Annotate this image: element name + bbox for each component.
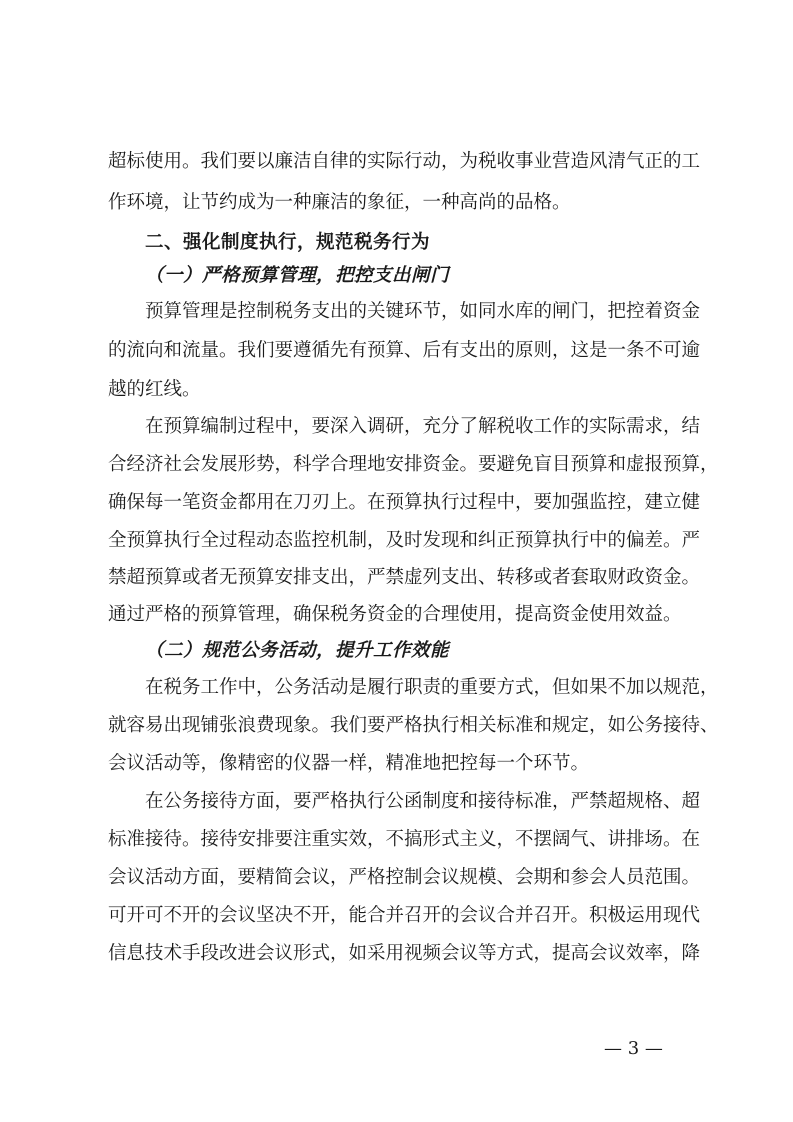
subsection-heading: （一）严格预算管理，把控支出闸门 <box>145 265 450 286</box>
paragraph-line: 标准接待。接待安排要注重实效，不搞形式主义，不摆阔气、讲排场。在 <box>108 829 701 850</box>
subsection-heading: （二）规范公务活动，提升工作效能 <box>145 640 450 661</box>
paragraph-line: 在公务接待方面，要严格执行公函制度和接待标准，严禁超规格、超 <box>145 791 701 812</box>
paragraph-line: 的流向和流量。我们要遵循先有预算、后有支出的原则，这是一条不可逾 <box>108 340 701 361</box>
paragraph-line: 会议活动等，像精密的仪器一样，精准地把控每一个环节。 <box>108 753 590 774</box>
paragraph-line: 在税务工作中，公务活动是履行职责的重要方式，但如果不加以规范， <box>145 677 719 698</box>
paragraph-line: 越的红线。 <box>108 379 201 400</box>
paragraph-line: 预算管理是控制税务支出的关键环节，如同水库的闸门，把控着资金 <box>145 301 701 322</box>
paragraph-line: 在预算编制过程中，要深入调研，充分了解税收工作的实际需求，结 <box>145 416 701 437</box>
paragraph-line: 全预算执行全过程动态监控机制，及时发现和纠正预算执行中的偏差。严 <box>108 530 701 551</box>
paragraph-line: 就容易出现铺张浪费现象。我们要严格执行相关标准和规定，如公务接待、 <box>108 715 719 736</box>
paragraph-line: 作环境，让节约成为一种廉洁的象征，一种高尚的品格。 <box>108 192 571 213</box>
paragraph-line: 可开可不开的会议坚决不开，能合并召开的会议合并召开。积极运用现代 <box>108 905 701 926</box>
page-number: — 3 — <box>604 1038 663 1059</box>
section-heading: 二、强化制度执行，规范税务行为 <box>145 232 431 253</box>
paragraph-line: 会议活动方面，要精简会议，严格控制会议规模、会期和参会人员范围。 <box>108 867 701 888</box>
paragraph-line: 信息技术手段改进会议形式，如采用视频会议等方式，提高会议效率，降 <box>108 943 701 964</box>
paragraph-line: 合经济社会发展形势，科学合理地安排资金。要避免盲目预算和虚报预算， <box>108 454 719 475</box>
paragraph-line: 禁超预算或者无预算安排支出，严禁虚列支出、转移或者套取财政资金。 <box>108 567 701 588</box>
paragraph-line: 超标使用。我们要以廉洁自律的实际行动，为税收事业营造风清气正的工 <box>108 151 701 172</box>
paragraph-line: 确保每一笔资金都用在刀刃上。在预算执行过程中，要加强监控，建立健 <box>108 492 701 513</box>
paragraph-line: 通过严格的预算管理，确保税务资金的合理使用，提高资金使用效益。 <box>108 604 682 625</box>
